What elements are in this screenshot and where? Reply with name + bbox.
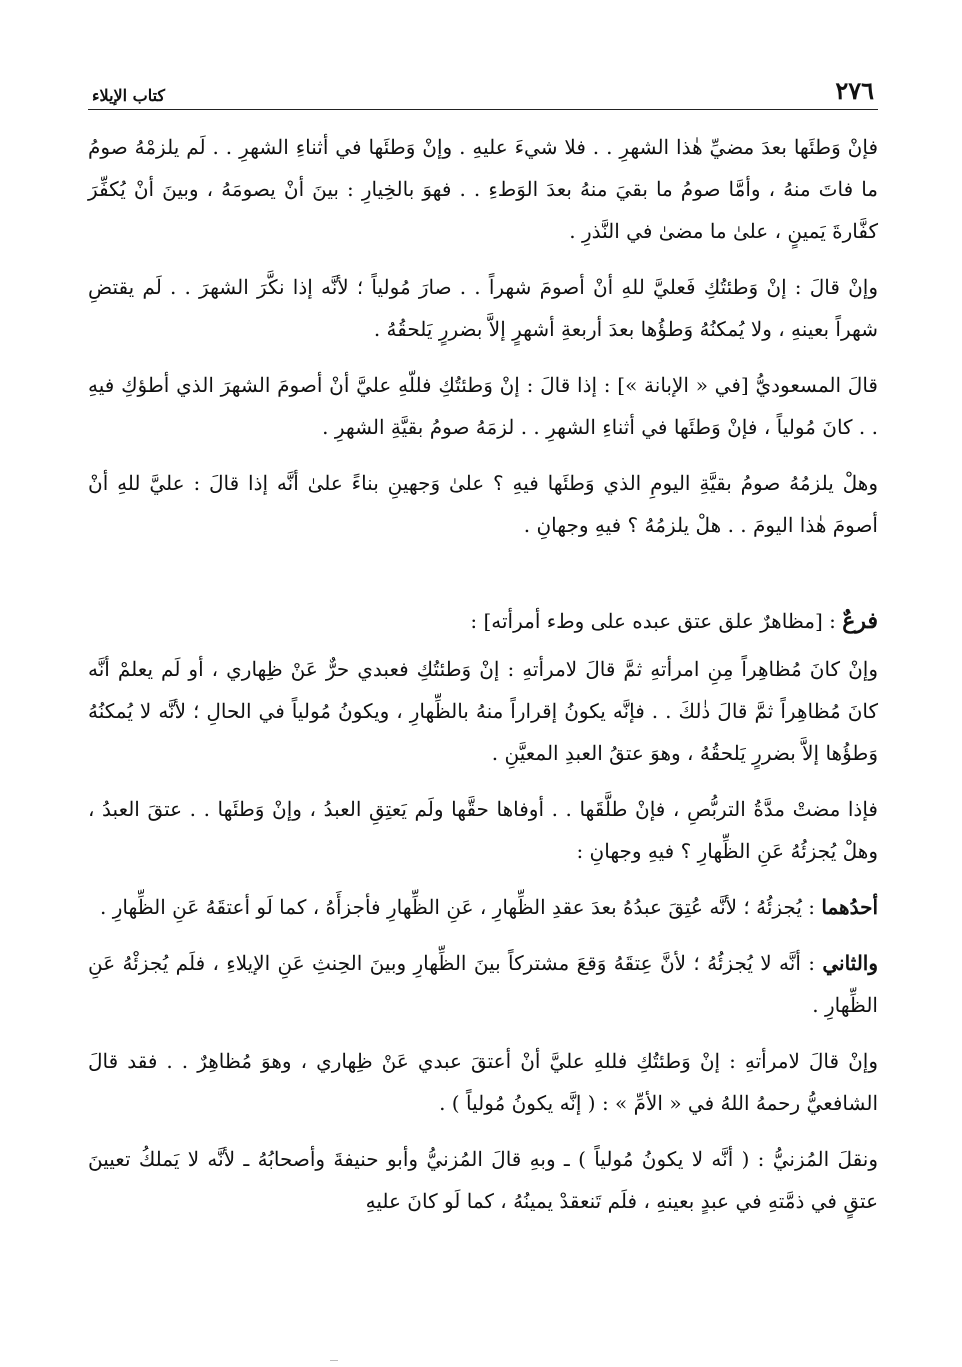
paragraph: فإنْ وَطئَها بعدَ مضيِّ هٰذا الشهرِ . . فلا شيءَ عليهِ . وإنْ وَطئَها في أثناءِ الشهرِ . . لَم يلزمْهُ صومُ ما فاتَ منهُ ، وأمَّا صومُ ما بقيَ منهُ بعدَ الوَطءِ . . فهوَ بالخِيارِ : بينَ أنْ يصومَهُ ، وبينَ أنْ يُكفِّرَ كفَّارةَ يَمينٍ ، علىٰ ما مضىٰ في النَّذرِ . bbox=[88, 135, 879, 243]
opinion-paragraph bbox=[88, 942, 878, 1026]
paragraph: ونقلَ المُزنيُّ : ( أنَّه لا يكونُ مُولياً ) ـ وبهِ قالَ المُزنيُّ وأبو حنيفةَ وأصحابُهُ ـ لأنَّه لا يَملكُ تعيينَ عتقٍ في ذمَّتهِ في عبدٍ بعينهِ ، فلَم تَنعقدْ يمينُهُ ، كما لَو كانَ عليهِ bbox=[88, 1147, 878, 1213]
section-gap bbox=[88, 560, 878, 600]
branch-title: : [مظاهرٌ علق عتق عبده على وطء أمرأته] : bbox=[470, 609, 836, 633]
opinion-paragraph bbox=[88, 886, 878, 928]
opinion-text: : يُجزئُهُ ؛ لأنَّه عُتِقَ عبدُهُ بعدَ عقدِ الظِّهارِ ، عَنِ الظِّهارِ فأجزأَهُ ، كما لَو أعتقَهُ عَنِ الظِّهارِ . bbox=[100, 895, 816, 919]
paragraph: وهلْ يلزمُهُ صومُ بقيَّةِ اليومِ الذي وَطئَها فيهِ ؟ علىٰ وَجهينِ بناءً علىٰ أنَّه إذا قالَ : عليَّ للهِ أنْ أصومَ هٰذا اليومَ . . هلْ يلزمُهُ ؟ فيهِ وجهانِ . bbox=[88, 471, 878, 537]
running-title: كتاب الإيلاء bbox=[92, 86, 166, 105]
page-number: ٢٧٦ bbox=[835, 76, 874, 105]
paragraph: وإنْ كانَ مُظاهِراً مِنِ امرأتهِ ثمَّ قالَ لامرأتهِ : إنْ وَطئتُكِ فعبدي حرٌّ عَنْ ظِهاري ، أو لَم يعلمْ أنَّه كانَ مُظاهِراً ثمَّ قالَ ذٰلكَ . . فإنَّه يكونُ إقراراً منهُ بالظِّهارِ ، ويكونُ مُولياً في الحالِ ؛ لأنَّه لا يُمكنُهُ وَطؤُها إلاَّ بضررٍ يَلحقُهُ ، وهوَ عتقُ العبدِ المعيَّنِ . bbox=[88, 657, 878, 765]
page-header bbox=[88, 70, 878, 110]
paragraph: وإنْ قالَ : إنْ وَطئتُكِ فَعليَّ للهِ أنْ أصومَ شهراً . . صارَ مُولياً ؛ لأنَّه إذا نكَّرَ الشهرَ . . لَم يقتضِ شهراً بعينهِ ، ولا يُمكنُهُ وَطؤُها بعدَ أربعةِ أشهرٍ إلاَّ بضررٍ يَلحقُهُ . bbox=[88, 275, 878, 341]
page-body bbox=[88, 126, 878, 1222]
opinion-lead: أحدُهما bbox=[821, 895, 878, 919]
opinion-lead: والثاني bbox=[822, 951, 879, 975]
paragraph: وإنْ قالَ لامرأتهِ : إنْ وَطئتُكِ فللهِ عليَّ أنْ أعتقَ عبدي عَنْ ظِهاري ، وهوَ مُظاهِرٌ . . فقد قالَ الشافعيُّ رحمهُ اللهُ في « الأمِّ » : ( إنَّه يكونُ مُولياً ) . bbox=[88, 1049, 878, 1115]
book-page bbox=[88, 70, 878, 1236]
opinion-text: : أنَّه لا يُجزئُهُ ؛ لأنَّ عِتقَهُ وَقعَ مشتركاً بينَ الظِّهارِ وبينَ الحِنثِ عَنِ الإيلاءِ ، فلَم يُجزئْهُ عَنِ الظِّهارِ . bbox=[88, 951, 878, 1017]
scan-mark bbox=[330, 1360, 338, 1361]
branch-keyword: فرعٌ bbox=[842, 608, 878, 634]
branch-heading bbox=[88, 600, 878, 642]
paragraph: قالَ المسعوديُّ [في « الإبانة »] : إذا قالَ : إنْ وَطئتُكِ فللّهِ عليَّ أنْ أصومَ الشهرَ الذي أطؤكِ فيهِ . . كانَ مُولياً ، فإنْ وَطئَها في أثناءِ الشهرِ . . لزمَهُ صومُ بقيَّةِ الشهرِ . bbox=[88, 373, 878, 439]
paragraph: فإذا مضتْ مدَّةُ التربُّصِ ، فإنْ طلَّقَها . . أوفاها حقَّها ولَم يَعتِقِ العبدُ ، وإنْ وَطئَها . . عتقَ العبدُ ، وهلْ يُجزئُهُ عَنِ الظِّهارِ ؟ فيهِ وجهانِ : bbox=[88, 797, 878, 863]
